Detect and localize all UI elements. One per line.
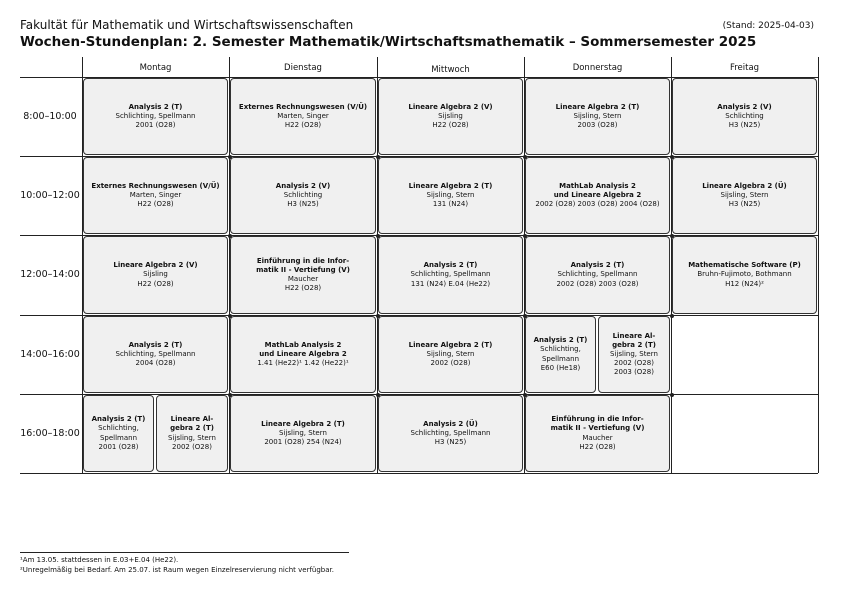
course-detail: Maucher [287,275,319,283]
course-title: Lineare Algebra 2 (T) [555,102,640,111]
course-room: 2003 (O28) [614,368,654,377]
course-title: Lineare Al- [170,415,214,424]
course-room: H22 (O28) [284,121,322,130]
course-detail: Sijsling, Stern [168,433,216,442]
course-block-mo1[interactable] [83,78,228,155]
course-block-do3[interactable] [525,236,670,314]
course-detail: Sijsling, Stern [426,190,475,199]
course-room: H22 (O28) [137,279,174,288]
course-title: Analysis 2 (Ü) [423,419,478,428]
course-title: gebra 2 (T) [170,424,214,433]
course-detail: Spellmann [541,354,580,363]
course-title: und Lineare Algebra 2 [259,349,347,358]
course-detail: Sijsling, Stern [610,349,658,358]
course-title: Lineare Algebra 2 (V) [113,261,198,270]
course-block-mi4[interactable] [378,316,523,393]
course-detail: Marten, Singer [129,190,182,199]
course-block-mi5[interactable] [378,395,523,472]
course-room: 131 (N24) E.04 (He22) [410,279,491,288]
course-block-do4a[interactable] [525,316,596,393]
course-block-mo2[interactable] [83,157,228,234]
course-title: Analysis 2 (T) [128,102,183,111]
time-slot-label: 8:00–10:00 [23,110,77,122]
course-block-do4b[interactable] [598,316,670,393]
course-detail: Marten, Singer [277,111,329,120]
course-detail: Schlichting, Spellmann [410,270,491,279]
course-title: Einführung in die Infor- [551,415,644,424]
course-block-fr3[interactable] [672,236,817,314]
day-header-donnerstag: Donnerstag [572,63,623,73]
footnote-1: ¹Am 13.05. stattdessen in E.03+E.04 (He22). [20,556,179,564]
course-title: Analysis 2 (V) [717,102,772,111]
course-room: H12 (N24)² [725,279,764,288]
course-room: 2001 (O28) [98,442,139,451]
course-title: Lineare Algebra 2 (Ü) [702,181,787,190]
time-slot-label: 10:00–12:00 [20,189,80,201]
footnote-divider [20,552,349,553]
course-title: Analysis 2 (T) [533,336,588,345]
course-title: und Lineare Algebra 2 [553,190,642,199]
course-title: Analysis 2 (T) [423,261,478,270]
course-room: 2002 (O28) [172,442,212,451]
grid-row-line [20,473,818,474]
stand-date: (Stand: 2025-04-03) [722,21,814,31]
course-block-do2[interactable] [525,157,670,234]
grid-dot [670,393,674,397]
course-detail: Bruhn-Fujimoto, Bothmann [697,270,792,279]
course-title: Lineare Al- [612,331,656,340]
course-block-di1[interactable] [230,78,376,155]
course-detail: Sijsling [143,270,168,279]
course-detail: Maucher [582,433,613,442]
course-room: H3 (N25) [728,121,761,130]
course-block-mo3[interactable] [83,236,228,314]
time-slot-label: 16:00–18:00 [20,427,80,439]
course-title: MathLab Analysis 2 [264,340,342,349]
course-detail: Sijsling, Stern [279,428,327,437]
course-title: Lineare Algebra 2 (V) [408,102,493,111]
course-detail: Schlichting [725,111,764,120]
course-block-di2[interactable] [230,157,376,234]
page-title: Wochen-Stundenplan: 2. Semester Mathematik/Wirtschaftsmathematik – Sommersemester 2025 [20,34,757,50]
day-header-mittwoch: Mittwoch [431,65,470,75]
course-block-fr1[interactable] [672,78,817,155]
course-room: H3 (N25) [287,200,319,209]
course-block-mo4[interactable] [83,316,228,393]
course-room: 2004 (O28) [135,359,176,368]
course-block-do1[interactable] [525,78,670,155]
course-room: 2002 (O28) [430,359,471,368]
course-title: Analysis 2 (T) [128,340,183,349]
course-block-di3[interactable] [230,236,376,314]
course-room: H22 (O28) [579,442,616,451]
day-header-freitag: Freitag [729,63,760,73]
course-room: 2001 (O28) [135,121,176,130]
course-detail: Spellmann [99,433,138,442]
course-room: 2002 (O28) 2003 (O28) [556,279,639,288]
course-block-mi3[interactable] [378,236,523,314]
course-title: Mathematische Software (P) [688,261,801,270]
course-title: Externes Rechnungswesen (V/Ü) [238,102,368,111]
course-detail: Sijsling [438,111,463,120]
course-title: Analysis 2 (T) [570,261,625,270]
course-detail: Schlichting, Spellmann [115,349,196,358]
course-detail: 2002 (O28) [614,359,654,368]
course-room: H22 (O28) [432,121,469,130]
grid-column-line [818,57,819,473]
time-slot-label: 14:00–16:00 [20,348,80,360]
course-detail: Schlichting, Spellmann [115,111,196,120]
course-room: 2003 (O28) [577,121,618,130]
course-room: H22 (O28) [284,284,322,293]
course-title: gebra 2 (T) [612,340,656,349]
course-room: 1.41 (He22)¹ 1.42 (He22)¹ [257,359,349,368]
footnote-2: ²Unregelmäßig bei Bedarf. Am 25.07. ist Raum wegen Einzelreservierung nicht verfügbar. [20,566,334,574]
course-block-do5[interactable] [525,395,670,472]
course-title: MathLab Analysis 2 [559,181,636,190]
time-slot-label: 12:00–14:00 [20,269,80,280]
course-title: Lineare Algebra 2 (T) [408,181,493,190]
course-room: E60 (He18) [540,363,581,372]
course-title: Analysis 2 (V) [275,181,331,190]
course-room: 131 (N24) [432,200,469,209]
course-detail: Schlichting [283,190,323,199]
course-room: H3 (N25) [728,200,761,209]
course-room: 2001 (O28) 254 (N24) [264,438,342,447]
course-title: Lineare Algebra 2 (T) [261,419,345,428]
course-title: matik II - Vertiefung (V) [256,265,350,274]
faculty-name: Fakultät für Mathematik und Wirtschaftswissenschaften [20,18,354,32]
course-title: matik II - Vertiefung (V) [550,424,645,433]
course-room: H3 (N25) [434,438,467,447]
course-detail: Sijsling, Stern [720,190,769,199]
day-header-montag: Montag [139,63,172,73]
course-title: Analysis 2 (T) [91,415,146,424]
course-room: 2002 (O28) 2003 (O28) 2004 (O28) [535,200,660,209]
course-block-di4[interactable] [230,316,376,393]
course-block-mo5a[interactable] [83,395,154,472]
course-detail: Schlichting, Spellmann [557,270,638,279]
grid-dot [670,314,674,318]
course-block-mi2[interactable] [378,157,523,234]
course-title: Lineare Algebra 2 (T) [408,340,493,349]
day-header-dienstag: Dienstag [284,63,322,73]
course-block-mi1[interactable] [378,78,523,155]
course-detail: Schlichting, Spellmann [410,428,491,437]
course-detail: Schlichting, [540,345,581,354]
course-block-mo5b[interactable] [156,395,228,472]
course-block-fr2[interactable] [672,157,817,234]
course-room: H22 (O28) [137,200,174,209]
course-detail: Sijsling, Stern [573,111,622,120]
course-detail: Schlichting, [98,424,139,433]
course-block-di5[interactable] [230,395,376,472]
course-title: Einführung in die Infor- [256,256,350,265]
course-detail: Sijsling, Stern [426,349,475,358]
course-title: Externes Rechnungswesen (V/Ü) [91,181,220,190]
